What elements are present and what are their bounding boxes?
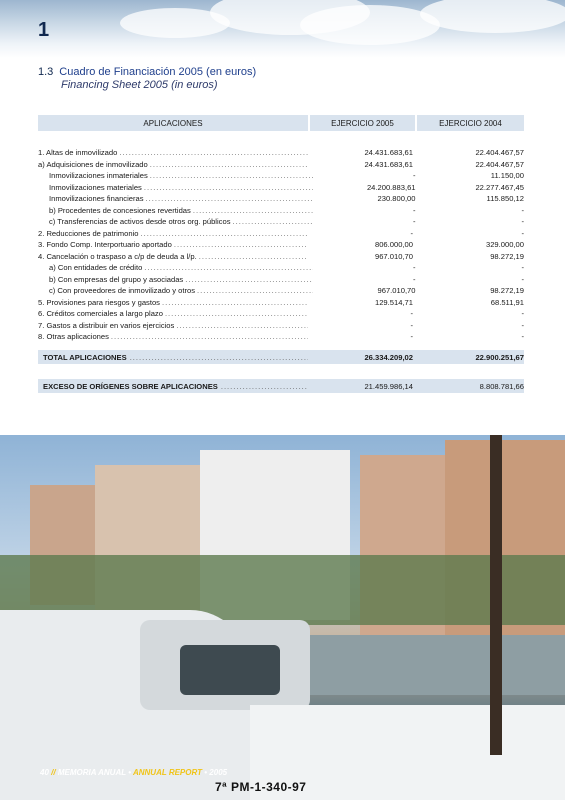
header-ejercicio-2005: EJERCICIO 2005 bbox=[310, 115, 415, 131]
table-row bbox=[38, 308, 524, 320]
section-title bbox=[38, 66, 256, 91]
row-label: 3. Fondo Comp. Interportuario aportado bbox=[38, 240, 172, 250]
table-row bbox=[38, 262, 524, 274]
page-number: 40 bbox=[40, 768, 49, 777]
row-value-2005: 806.000,00 bbox=[374, 240, 413, 250]
chapter-number: 1 bbox=[38, 19, 50, 41]
row-value-2004: - bbox=[521, 217, 524, 227]
row-label: 5. Provisiones para riesgos y gastos bbox=[38, 297, 160, 307]
header-aplicaciones: APLICACIONES bbox=[38, 115, 308, 131]
row-value-2005: - bbox=[412, 263, 416, 273]
row-label: 8. Otras aplicaciones bbox=[38, 332, 109, 342]
row-value-2005: - bbox=[412, 274, 416, 284]
table-row bbox=[38, 147, 524, 159]
exceso-2004: 8.808.781,66 bbox=[479, 381, 524, 391]
row-label: Inmovilizaciones financieras bbox=[49, 194, 144, 204]
row-label: c) Con proveedores de inmovilizado y otros bbox=[49, 286, 196, 296]
table-row bbox=[38, 274, 524, 286]
row-value-2005: 230.800,00 bbox=[377, 194, 416, 204]
table-row bbox=[38, 170, 524, 182]
row-label: 7. Gastos a distribuir en varios ejercicios bbox=[38, 320, 175, 330]
row-label: 4. Cancelación o traspaso a c/p de deuda a l/p. bbox=[38, 251, 197, 261]
row-value-2004: - bbox=[521, 274, 524, 284]
table-row bbox=[38, 182, 524, 194]
section-number: 1.3 bbox=[38, 66, 54, 78]
row-value-2004: - bbox=[521, 309, 524, 319]
row-label: 1. Altas de inmovilizado bbox=[38, 148, 118, 158]
row-value-2004: - bbox=[521, 228, 524, 238]
table-row bbox=[38, 159, 524, 171]
row-value-2004: 22.277.467,45 bbox=[475, 182, 524, 192]
table-body bbox=[38, 147, 524, 343]
total-2004: 22.900.251,67 bbox=[475, 352, 524, 362]
footer-annual-report: ANNUAL REPORT bbox=[132, 768, 203, 777]
row-value-2004: - bbox=[521, 263, 524, 273]
row-value-2005: - bbox=[410, 320, 413, 330]
row-value-2005: - bbox=[412, 217, 416, 227]
row-value-2005: 24.431.683,61 bbox=[364, 159, 413, 169]
total-label: TOTAL APLICACIONES bbox=[43, 352, 127, 362]
row-value-2005: - bbox=[410, 332, 413, 342]
footer-year: 2005 bbox=[209, 768, 228, 777]
table-row bbox=[38, 205, 524, 217]
row-label: Inmovilizaciones materiales bbox=[49, 182, 142, 192]
row-value-2004: 98.272,19 bbox=[490, 286, 524, 296]
row-value-2004: - bbox=[521, 332, 524, 342]
row-value-2005: 24.431.683,61 bbox=[364, 148, 413, 158]
row-value-2004: 22.404.467,57 bbox=[475, 148, 524, 158]
marina-photo bbox=[0, 435, 565, 800]
row-label: 2. Reducciones de patrimonio bbox=[38, 228, 139, 238]
row-label: b) Procedentes de concesiones revertidas bbox=[49, 205, 191, 215]
table-row bbox=[38, 193, 524, 205]
row-value-2005: - bbox=[412, 205, 416, 215]
total-2005: 26.334.209,02 bbox=[364, 352, 413, 362]
row-label: a) Con entidades de crédito bbox=[49, 263, 143, 273]
table-row bbox=[38, 285, 524, 297]
table-row bbox=[38, 228, 524, 240]
exceso-2005: 21.459.986,14 bbox=[364, 381, 413, 391]
row-value-2004: 329.000,00 bbox=[485, 240, 524, 250]
row-label: 6. Créditos comerciales a largo plazo bbox=[38, 309, 163, 319]
section-title-en: Financing Sheet 2005 (in euros) bbox=[61, 79, 218, 91]
row-value-2005: 967.010,70 bbox=[377, 286, 416, 296]
header-ejercicio-2004: EJERCICIO 2004 bbox=[417, 115, 524, 131]
row-value-2004: 98.272,19 bbox=[490, 251, 524, 261]
boat-registration-text: 7ª PM-1-340-97 bbox=[215, 780, 307, 794]
row-value-2004: 11.150,00 bbox=[490, 171, 524, 181]
row-label: a) Adquisiciones de inmovilizado bbox=[38, 159, 148, 169]
row-value-2005: 24.200.883,61 bbox=[366, 182, 416, 192]
row-value-2004: 22.404.467,57 bbox=[475, 159, 524, 169]
table-row bbox=[38, 331, 524, 343]
row-value-2004: 68.511,91 bbox=[490, 297, 524, 307]
row-value-2004: 115.850,12 bbox=[486, 194, 524, 204]
footer-memoria: MEMORIA ANUAL bbox=[57, 768, 126, 777]
row-value-2005: 129.514,71 bbox=[374, 297, 413, 307]
row-label: c) Transferencias de activos desde otros org. públicos bbox=[49, 217, 231, 227]
section-title-es: Cuadro de Financiación 2005 (en euros) bbox=[59, 66, 257, 78]
row-value-2005: 967.010,70 bbox=[374, 251, 413, 261]
header-sky-photo bbox=[0, 0, 565, 58]
row-label: b) Con empresas del grupo y asociadas bbox=[49, 274, 184, 284]
exceso-label: EXCESO DE ORÍGENES SOBRE APLICACIONES bbox=[43, 381, 218, 391]
row-value-2005: - bbox=[410, 309, 413, 319]
table-header bbox=[38, 115, 524, 131]
table-row bbox=[38, 251, 524, 263]
row-value-2004: - bbox=[521, 205, 524, 215]
row-value-2005: - bbox=[410, 228, 413, 238]
row-value-2005: - bbox=[412, 171, 416, 181]
row-label: Inmovilizaciones inmateriales bbox=[49, 171, 148, 181]
table-row bbox=[38, 239, 524, 251]
page-footer: 40 // MEMORIA ANUAL • ANNUAL REPORT • 2005 bbox=[40, 768, 228, 777]
table-row bbox=[38, 297, 524, 309]
row-value-2004: - bbox=[521, 320, 524, 330]
table-row bbox=[38, 320, 524, 332]
exceso-row bbox=[38, 379, 524, 393]
total-aplicaciones-row bbox=[38, 350, 524, 364]
table-row bbox=[38, 216, 524, 228]
